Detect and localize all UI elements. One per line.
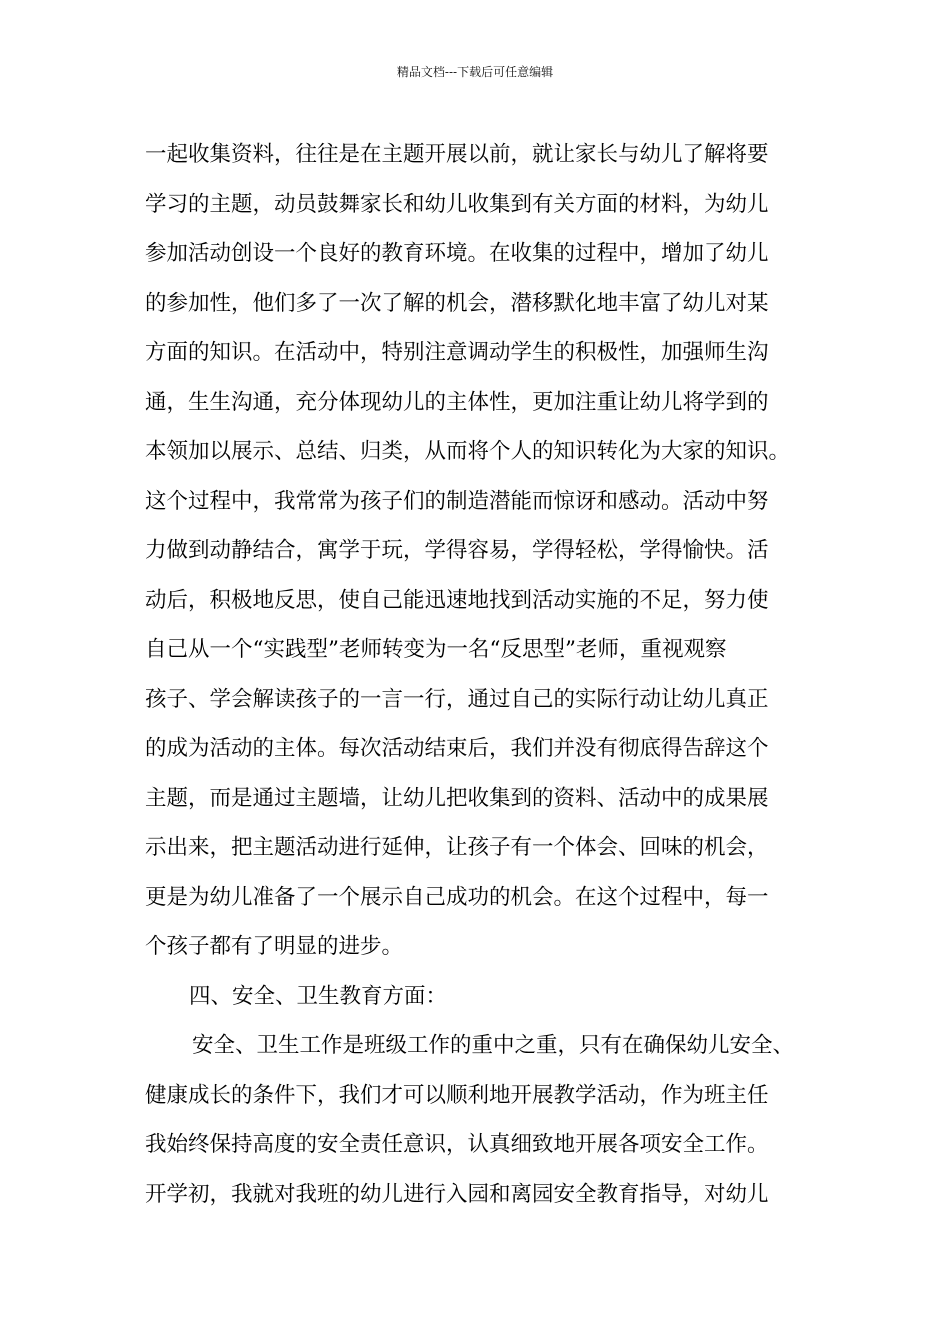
page-header: 精品文档---下载后可任意编辑 [396, 65, 554, 79]
paragraph-line: 参加活动创设一个良好的教育环境。在收集的过程中，增加了幼儿 [145, 241, 769, 266]
paragraph-line: 的参加性，他们多了一次了解的机会，潜移默化地丰富了幼儿对某 [145, 290, 769, 316]
paragraph-line: 主题，而是通过主题墙，让幼儿把收集到的资料、活动中的成果展 [145, 785, 769, 811]
paragraph-line: 这个过程中，我常常为孩子们的制造潜能而惊讶和感动。活动中努 [145, 488, 769, 514]
paragraph-line: 的成为活动的主体。每次活动结束后，我们并没有彻底得告辞这个 [145, 736, 769, 761]
paragraph-line: 自己从一个“实践型”老师转变为一名“反思型”老师，重视观察 [145, 637, 727, 662]
paragraph-line: 动后，积极地反思，使自己能迅速地找到活动实施的不足，努力使 [145, 587, 769, 613]
paragraph-line: 安全、卫生工作是班级工作的重中之重，只有在确保幼儿安全、 [192, 1033, 795, 1058]
paragraph-line: 一起收集资料，往往是在主题开展以前，就让家长与幼儿了解将要 [145, 142, 769, 167]
paragraph-line: 示出来，把主题活动进行延伸，让孩子有一个体会、回味的机会， [145, 835, 769, 860]
paragraph-line: 通，生生沟通，充分体现幼儿的主体性，更加注重让幼儿将学到的 [145, 389, 769, 415]
document-body [145, 130, 835, 1219]
paragraph-line: 健康成长的条件下，我们才可以顺利地开展教学活动，作为班主任 [145, 1082, 769, 1108]
paragraph-line: 力做到动静结合，寓学于玩，学得容易，学得轻松，学得愉快。活 [145, 538, 769, 563]
section-heading: 四、安全、卫生教育方面： [189, 983, 448, 1009]
paragraph-line: 孩子、学会解读孩子的一言一行，通过自己的实际行动让幼儿真正 [145, 686, 769, 712]
paragraph-line: 本领加以展示、总结、归类，从而将个人的知识转化为大家的知识。 [145, 439, 791, 464]
paragraph-line: 个孩子都有了明显的进步。 [145, 934, 404, 959]
paragraph-line: 更是为幼儿准备了一个展示自己成功的机会。在这个过程中，每一 [145, 884, 769, 910]
paragraph-line: 学习的主题，动员鼓舞家长和幼儿收集到有关方面的材料，为幼儿 [145, 191, 769, 217]
paragraph-line: 我始终保持高度的安全责任意识，认真细致地开展各项安全工作。 [145, 1132, 769, 1157]
paragraph-line: 方面的知识。在活动中，特别注意调动学生的积极性，加强师生沟 [145, 340, 769, 365]
paragraph-line: 开学初，我就对我班的幼儿进行入园和离园安全教育指导，对幼儿 [145, 1181, 769, 1207]
